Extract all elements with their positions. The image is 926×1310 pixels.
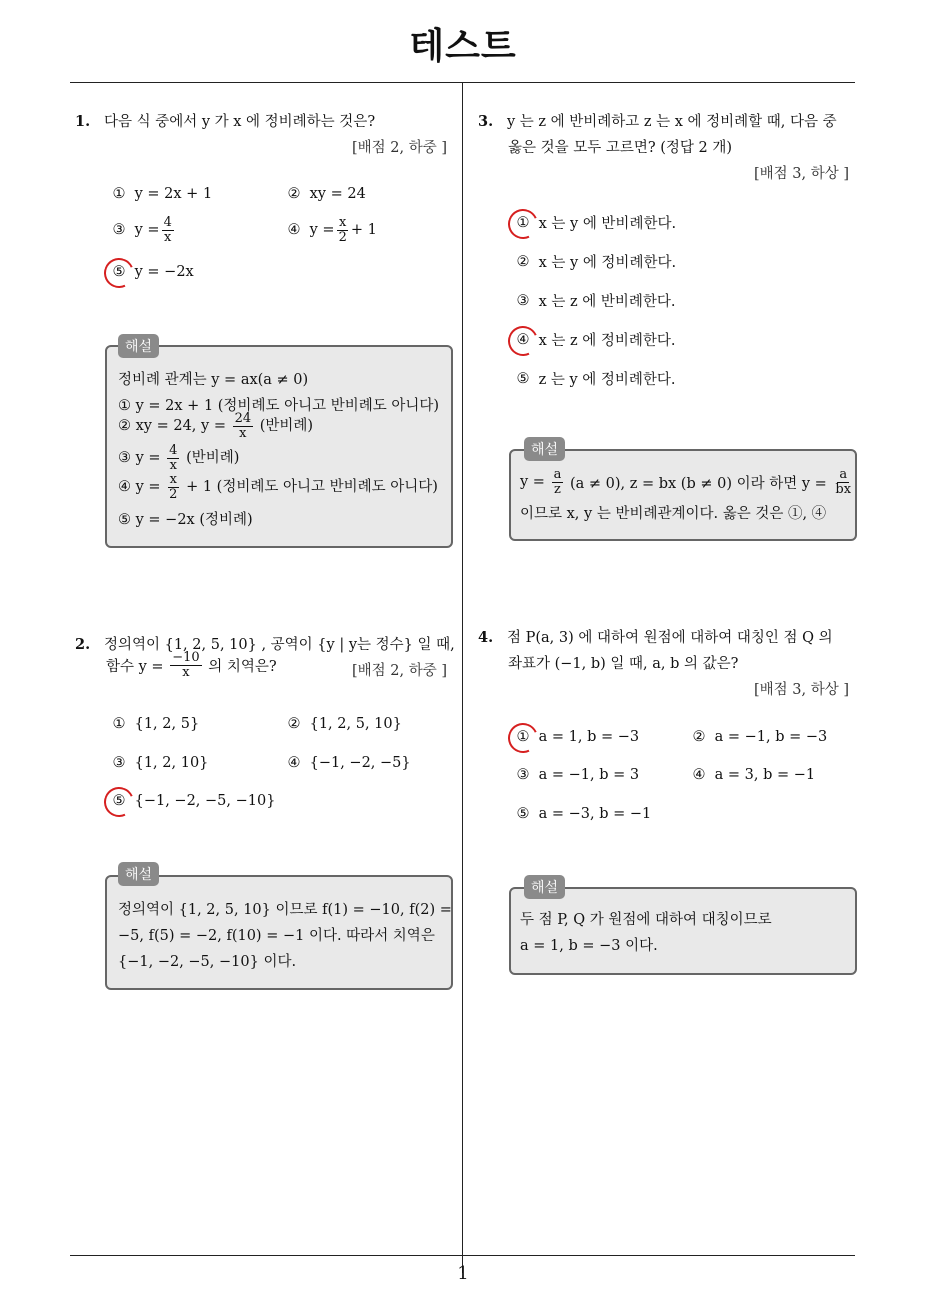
explanation-line — [118, 444, 239, 472]
explanation-line — [520, 468, 855, 496]
answer-circle-mark: ① — [512, 215, 534, 231]
option-mark: ② — [516, 253, 530, 270]
option-mark: ③ — [112, 755, 126, 771]
fraction — [552, 468, 564, 496]
q1-option-5[interactable] — [108, 264, 194, 280]
answer-circle-mark: ⑤ — [108, 264, 130, 280]
explanation-tag: 해설 — [118, 862, 159, 886]
fraction — [233, 412, 254, 440]
explanation-text: ② xy = 24, y = — [118, 418, 226, 435]
option-text: x 는 y 에 정비례한다. — [538, 255, 677, 271]
option-text: a = −1, b = −3 — [714, 729, 828, 745]
q2-option-4[interactable] — [283, 755, 411, 771]
q4-option-3[interactable] — [512, 767, 639, 783]
explanation-line — [118, 473, 438, 501]
fraction-denominator: x — [182, 664, 190, 680]
q4-option-5[interactable] — [512, 806, 651, 822]
question-3-number: 3. — [478, 113, 494, 130]
option-mark: ① — [112, 716, 126, 732]
q3-option-2[interactable] — [512, 251, 676, 272]
option-mark: ② — [287, 186, 301, 202]
q4-explanation-box — [509, 887, 857, 975]
option-mark: ③ — [516, 292, 530, 309]
q1-option-2[interactable] — [283, 186, 366, 202]
fraction — [170, 651, 201, 679]
explanation-tag: 해설 — [118, 334, 159, 358]
explanation-text: + 1 (정비례도 아니고 반비례도 아니다) — [186, 479, 438, 496]
q3-option-5[interactable] — [512, 368, 676, 389]
question-1-meta: [배점 2, 하중 ] — [352, 140, 448, 156]
q3-option-4[interactable] — [512, 329, 676, 350]
explanation-line: 이므로 x, y 는 반비례관계이다. 옳은 것은 ①, ④ — [520, 506, 827, 522]
option-text: a = 1, b = −3 — [538, 729, 640, 745]
fraction-denominator: x — [164, 229, 172, 245]
fraction-numerator: x — [339, 215, 347, 230]
q4-option-4[interactable] — [688, 767, 815, 783]
explanation-line — [118, 412, 313, 440]
question-4-stem — [478, 626, 833, 647]
option-mark: ② — [692, 729, 706, 745]
fraction-denominator: x — [169, 457, 177, 473]
explanation-line: {−1, −2, −5, −10} 이다. — [118, 954, 297, 970]
option-text: y = −2x — [134, 264, 194, 280]
question-2-meta: [배점 2, 하중 ] — [352, 663, 448, 679]
explanation-text: ③ y = — [118, 450, 161, 467]
explanation-line: ① y = 2x + 1 (정비례도 아니고 반비례도 아니다) — [118, 398, 440, 414]
option-text-post: + 1 — [350, 222, 377, 239]
explanation-line: −5, f(5) = −2, f(10) = −1 이다. 따라서 치역은 — [118, 928, 435, 944]
column-divider — [462, 83, 463, 1273]
option-text: y = 2x + 1 — [134, 186, 213, 202]
fraction-denominator: x — [239, 425, 247, 441]
answer-circle-mark: ① — [512, 729, 534, 745]
answer-circle-mark: ⑤ — [108, 793, 130, 809]
q1-option-3[interactable] — [108, 216, 176, 244]
option-text: {1, 2, 5, 10} — [309, 716, 402, 732]
q2-option-5[interactable] — [108, 793, 275, 809]
fraction — [162, 216, 174, 244]
fraction — [167, 473, 179, 501]
q2-option-2[interactable] — [283, 716, 402, 732]
explanation-text: y = — [520, 474, 545, 491]
option-text: a = −1, b = 3 — [538, 767, 640, 783]
q4-option-1[interactable] — [512, 729, 639, 745]
explanation-text: (반비례) — [186, 450, 240, 467]
question-4-meta: [배점 3, 하상 ] — [754, 682, 850, 698]
fraction-numerator: 4 — [163, 215, 172, 230]
option-text: a = −3, b = −1 — [538, 806, 652, 822]
option-text: xy = 24 — [309, 186, 366, 202]
option-text: {−1, −2, −5} — [309, 755, 411, 771]
fraction — [337, 216, 349, 244]
fraction-denominator: z — [554, 481, 561, 497]
question-2-stem-line2 — [106, 651, 277, 679]
explanation-text: (반비례) — [259, 418, 314, 435]
option-mark: ① — [112, 186, 126, 202]
option-mark: ⑤ — [516, 370, 530, 387]
question-1-text: 다음 식 중에서 y 가 x 에 정비례하는 것은? — [103, 114, 376, 130]
q1-option-1[interactable] — [108, 186, 212, 202]
explanation-line: a = 1, b = −3 이다. — [520, 938, 658, 954]
fraction — [167, 444, 179, 472]
answer-circle-mark: ④ — [512, 332, 534, 348]
question-3-stem-line2: 옳은 것을 모두 고르면? (정답 2 개) — [508, 140, 733, 156]
option-mark: ④ — [287, 222, 301, 239]
option-text: x 는 z 에 반비례한다. — [538, 294, 676, 310]
fraction-numerator: a — [553, 467, 562, 482]
option-text: a = 3, b = −1 — [714, 767, 816, 783]
q1-option-4[interactable] — [283, 216, 377, 244]
option-mark: ③ — [516, 767, 530, 783]
fraction-numerator: 24 — [234, 411, 252, 426]
q2-option-1[interactable] — [108, 716, 199, 732]
option-text: {−1, −2, −5, −10} — [134, 793, 276, 809]
explanation-line: 정비례 관계는 y = ax(a ≠ 0) — [118, 372, 309, 388]
fraction-numerator: x — [169, 472, 177, 487]
explanation-text: (a ≠ 0), z = bx (b ≠ 0) 이라 하면 y = — [569, 475, 827, 492]
q2-option-3[interactable] — [108, 755, 208, 771]
explanation-line: 정의역이 {1, 2, 5, 10} 이므로 f(1) = −10, f(2) = — [118, 902, 452, 918]
fraction-denominator: 2 — [169, 486, 178, 502]
page-title: 테스트 — [409, 26, 517, 67]
fraction — [833, 468, 853, 496]
question-3-meta: [배점 3, 하상 ] — [754, 166, 850, 182]
q4-option-2[interactable] — [688, 729, 827, 745]
question-3-text: y 는 z 에 반비례하고 z 는 x 에 정비례할 때, 다음 중 — [506, 114, 837, 130]
fraction-numerator: 4 — [169, 443, 178, 458]
question-text: 의 치역은? — [208, 658, 277, 675]
question-4-stem-line2: 좌표가 (−1, b) 일 때, a, b 의 값은? — [508, 656, 739, 672]
footer-divider — [70, 1255, 855, 1256]
explanation-text: ④ y = — [118, 479, 161, 496]
option-text-pre: y = — [309, 222, 335, 239]
explanation-line: 두 점 P, Q 가 원점에 대하여 대칭이므로 — [520, 912, 772, 928]
explanation-line: ⑤ y = −2x (정비례) — [118, 512, 253, 528]
option-mark: ③ — [112, 222, 126, 239]
option-mark: ② — [287, 716, 301, 732]
option-text: {1, 2, 10} — [134, 755, 209, 771]
option-mark: ④ — [692, 767, 706, 783]
question-1-number: 1. — [75, 113, 91, 130]
question-1-stem — [75, 110, 375, 131]
option-text: z 는 y 에 정비례한다. — [538, 372, 676, 388]
fraction-denominator: bx — [835, 481, 852, 497]
option-text-pre: y = — [134, 222, 160, 239]
question-3-stem — [478, 110, 837, 131]
explanation-tag: 해설 — [524, 875, 565, 899]
page-number: 1 — [457, 1263, 469, 1284]
option-mark: ④ — [287, 755, 301, 771]
option-mark: ⑤ — [516, 806, 530, 822]
question-text: 함수 y = — [106, 658, 164, 675]
option-text: x 는 z 에 정비례한다. — [538, 333, 676, 349]
fraction-denominator: 2 — [338, 229, 347, 245]
option-text: x 는 y 에 반비례한다. — [538, 216, 677, 232]
question-4-text: 점 P(a, 3) 에 대하여 원점에 대하여 대칭인 점 Q 의 — [506, 630, 833, 646]
question-4-number: 4. — [478, 629, 494, 646]
question-2-number: 2. — [75, 636, 91, 653]
fraction-numerator: −10 — [172, 650, 200, 665]
option-text: {1, 2, 5} — [134, 716, 200, 732]
explanation-tag: 해설 — [524, 437, 565, 461]
fraction-numerator: a — [839, 467, 848, 482]
question-2-text: 정의역이 {1, 2, 5, 10} , 공역이 {y | y는 정수} 일 때, — [103, 637, 455, 653]
q3-option-1[interactable] — [512, 212, 676, 233]
q3-option-3[interactable] — [512, 290, 676, 311]
